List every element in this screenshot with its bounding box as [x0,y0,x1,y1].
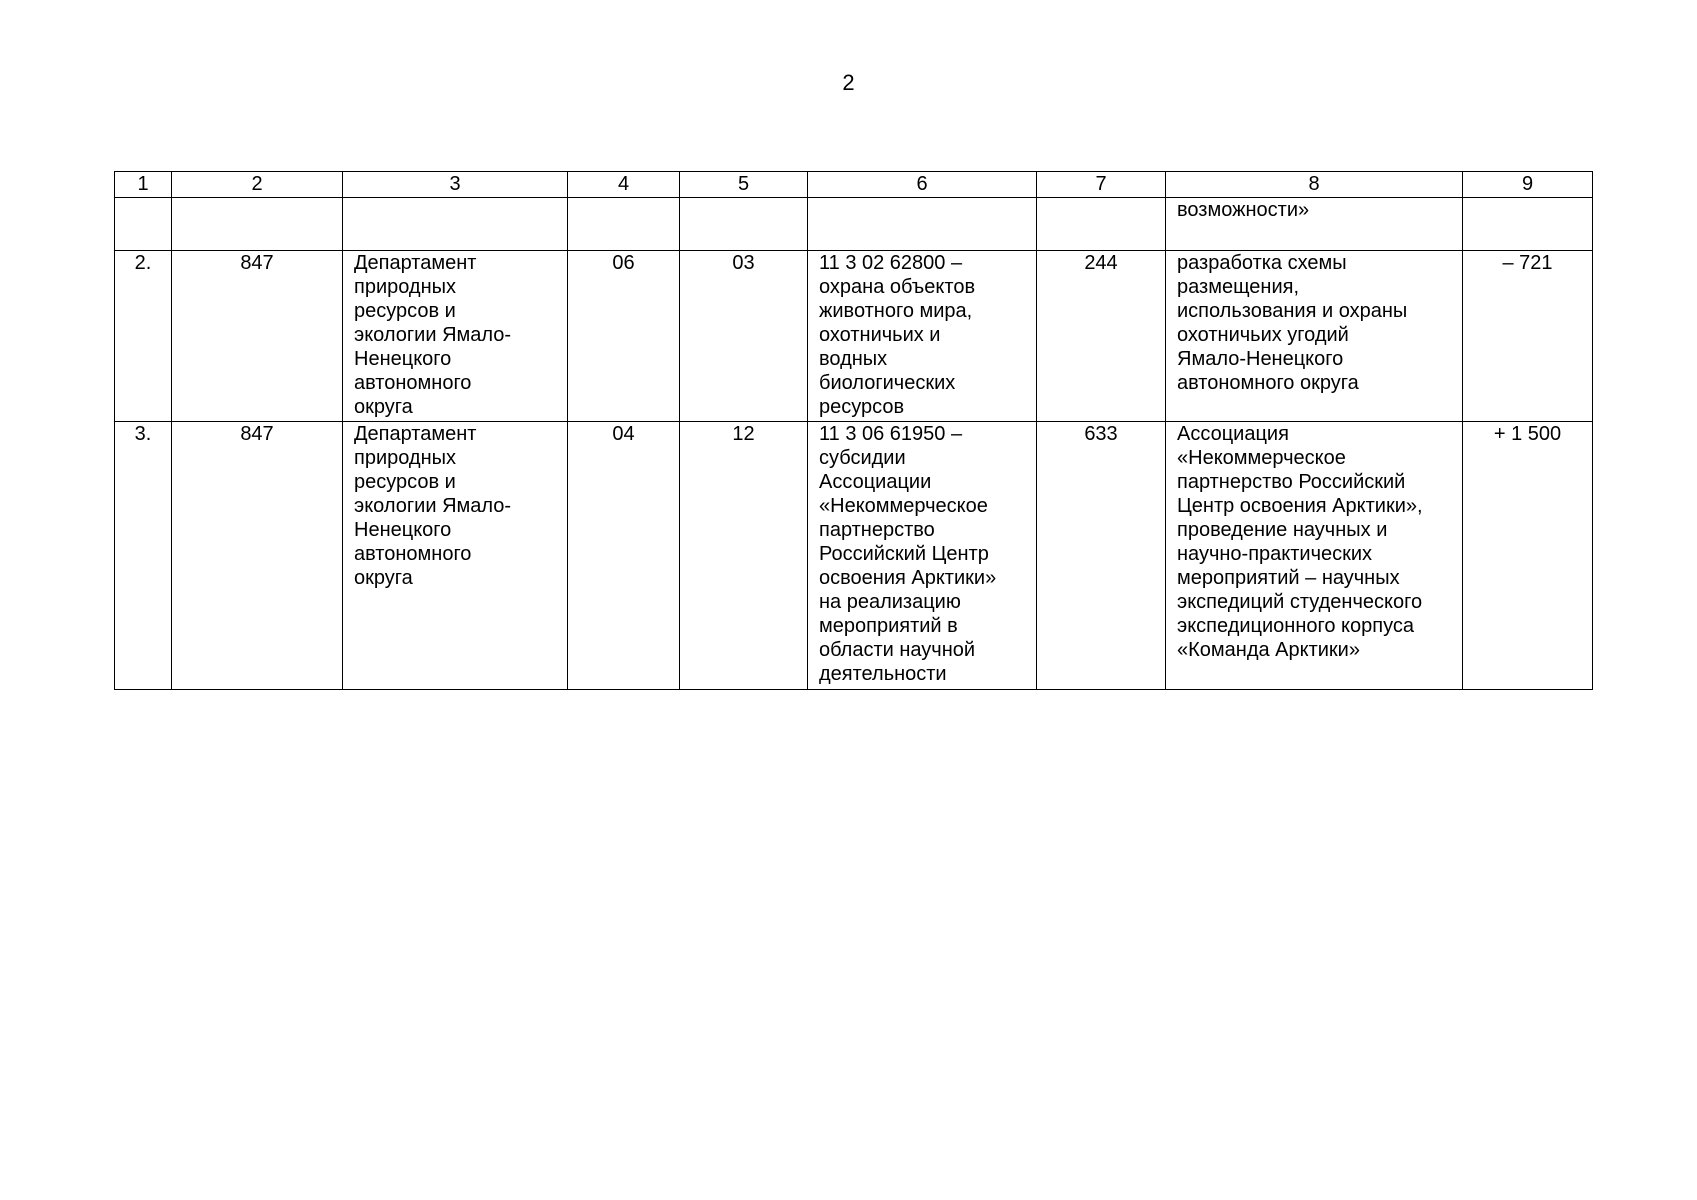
table-cell [1463,198,1593,251]
column-number-header: 6 [808,172,1037,198]
purpose-cell: разработка схемы размещения, использования и охраны охотничьих угодий Ямало-Ненецкого автономного округа [1166,251,1463,422]
table-cell [680,198,808,251]
section-cell: 06 [568,251,680,422]
table-row [115,422,1593,690]
expense-type-cell: 633 [1037,422,1166,690]
row-number-cell: 3. [115,422,172,690]
table-cell [115,198,172,251]
column-number-header: 2 [172,172,343,198]
row-number-cell: 2. [115,251,172,422]
target-article-cell: 11 3 02 62800 – охрана объектов животного мира, охотничьих и водных биологических ресурсов [808,251,1037,422]
column-number-header: 8 [1166,172,1463,198]
table-header-row [115,172,1593,198]
table-row-continuation [115,198,1593,251]
table-cell [172,198,343,251]
column-number-header: 7 [1037,172,1166,198]
amount-cell: – 721 [1463,251,1593,422]
expense-type-cell: 244 [1037,251,1166,422]
amount-cell: + 1 500 [1463,422,1593,690]
purpose-cell: возможности» [1166,198,1463,251]
column-number-header: 1 [115,172,172,198]
subsection-cell: 12 [680,422,808,690]
code-cell: 847 [172,251,343,422]
table-cell [568,198,680,251]
section-cell: 04 [568,422,680,690]
code-cell: 847 [172,422,343,690]
table-row [115,251,1593,422]
organization-cell: Департамент природных ресурсов и экологии Ямало- Ненецкого автономного округа [343,251,568,422]
table-cell [808,198,1037,251]
column-number-header: 5 [680,172,808,198]
purpose-cell: Ассоциация «Некоммерческое партнерство Российский Центр освоения Арктики», проведение научных и научно-практических мероприятий – научных экспедиций студенческого экспедиционного корпуса «Команда Арктики» [1166,422,1463,690]
organization-cell: Департамент природных ресурсов и экологии Ямало- Ненецкого автономного округа [343,422,568,690]
table-cell [343,198,568,251]
table-cell [1037,198,1166,251]
page-number: 2 [842,70,855,95]
target-article-cell: 11 3 06 61950 – субсидии Ассоциации «Некоммерческое партнерство Российский Центр освоения Арктики» на реализацию мероприятий в области научной деятельности [808,422,1037,690]
column-number-header: 9 [1463,172,1593,198]
budget-changes-table [114,171,1593,690]
subsection-cell: 03 [680,251,808,422]
column-number-header: 4 [568,172,680,198]
column-number-header: 3 [343,172,568,198]
